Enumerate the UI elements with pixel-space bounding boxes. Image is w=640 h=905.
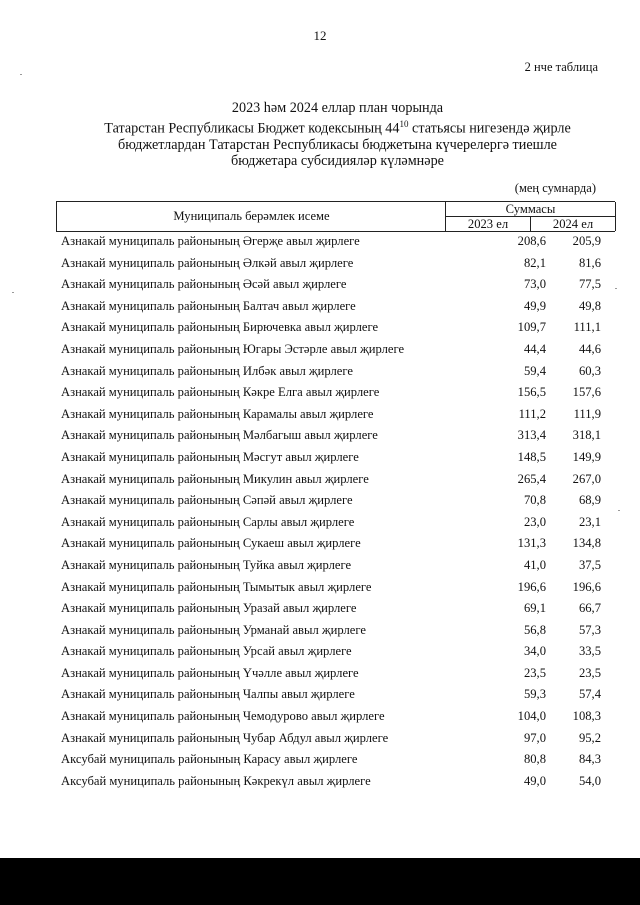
value-2024: 49,8: [578, 298, 601, 313]
value-2023: 109,7: [517, 320, 546, 335]
value-2023: 148,5: [517, 449, 546, 464]
value-2024: 23,1: [578, 514, 601, 529]
municipality-name: Азнакай муниципаль районының Балтач авыл җирлеге: [61, 298, 356, 313]
table-row: [56, 254, 615, 276]
table-row: [56, 707, 615, 729]
header-sums: Суммасы: [446, 202, 615, 217]
value-2023: 59,4: [523, 363, 546, 378]
table-label: 2 нче таблица: [524, 60, 598, 74]
value-2023: 208,6: [517, 234, 546, 248]
value-2024: 54,0: [578, 773, 601, 788]
value-2024: 57,3: [578, 622, 601, 637]
value-2023: 97,0: [523, 730, 546, 745]
table-row: [56, 642, 615, 664]
title-superscript: 10: [399, 119, 409, 130]
value-2023: 59,3: [523, 687, 546, 702]
table-row: [56, 383, 615, 405]
value-2023: 23,5: [523, 665, 546, 680]
value-2023: 82,1: [523, 255, 546, 270]
table-header: [56, 201, 615, 232]
value-2023: 49,0: [523, 773, 546, 788]
municipality-name: Азнакай муниципаль районының Үчәлле авыл җирлеге: [61, 665, 359, 680]
municipality-name: Азнакай муниципаль районының Кәкре Елга авыл җирлеге: [61, 385, 380, 400]
table-row: [56, 534, 615, 556]
municipality-name: Азнакай муниципаль районының Югары Эстәрле авыл җирлеге: [61, 341, 405, 356]
table-row: [56, 470, 615, 492]
municipality-name: Азнакай муниципаль районының Сукаеш авыл җирлеге: [61, 536, 361, 551]
value-2024: 23,5: [578, 665, 601, 680]
table-row: [56, 405, 615, 427]
title-line-3: бюджетлардан Татарстан Республикасы бюджетына күчерелергә тиешле: [118, 137, 557, 154]
municipality-name: Азнакай муниципаль районының Сәпәй авыл җирлеге: [61, 493, 353, 508]
table-row: [56, 448, 615, 470]
municipality-name: Азнакай муниципаль районының Урманай авыл җирлеге: [61, 622, 366, 637]
header-year-2023: 2023 ел: [467, 217, 509, 231]
value-2023: 41,0: [523, 557, 546, 572]
header-sums-group: [445, 202, 616, 231]
municipality-name: Азнакай муниципаль районының Әгерҗе авыл җирлеге: [61, 234, 360, 248]
value-2024: 57,4: [578, 687, 601, 702]
table-row: [56, 362, 615, 384]
value-2024: 111,9: [573, 406, 601, 421]
value-2024: 108,3: [572, 709, 601, 724]
header-municipality: Муниципаль берәмлек исеме: [56, 202, 446, 231]
scan-speck: [615, 288, 617, 289]
document-title: [60, 100, 615, 170]
title-line-4: бюджетара субсидияләр күләмнәре: [231, 153, 444, 170]
table-row: [56, 275, 615, 297]
value-2024: 111,1: [573, 320, 601, 335]
municipality-name: Азнакай муниципаль районының Туйка авыл җирлеге: [61, 557, 352, 572]
municipality-name: Азнакай муниципаль районының Чалпы авыл җирлеге: [61, 687, 355, 702]
table-row: [56, 578, 615, 600]
value-2024: 44,6: [578, 341, 601, 356]
municipality-name: Азнакай муниципаль районының Мәлбагыш авыл җирлеге: [61, 428, 378, 443]
units-note: (мең сумнарда): [514, 181, 596, 195]
municipality-name: Азнакай муниципаль районының Сарлы авыл җирлеге: [61, 514, 355, 529]
value-2023: 265,4: [517, 471, 546, 486]
title-line-2: [60, 116, 615, 137]
header-year-2024: 2024 ел: [530, 217, 615, 231]
value-2023: 70,8: [523, 493, 546, 508]
value-2024: 81,6: [578, 255, 601, 270]
table-row: [56, 729, 615, 751]
value-2023: 196,6: [517, 579, 546, 594]
municipality-name: Азнакай муниципаль районының Уразай авыл җирлеге: [61, 601, 357, 616]
value-2023: 69,1: [523, 601, 546, 616]
municipality-name: Азнакай муниципаль районының Тымытык авыл җирлеге: [61, 579, 372, 594]
title-line-2-tail: статьясы нигезендә җирле: [408, 120, 571, 137]
table-row: [56, 599, 615, 621]
table-row: [56, 318, 615, 340]
value-2024: 60,3: [578, 363, 601, 378]
table-row: [56, 426, 615, 448]
value-2024: 68,9: [578, 493, 601, 508]
value-2024: 205,9: [572, 234, 601, 248]
municipality-name: Аксубай муниципаль районының Кәкрекүл авыл җирлеге: [61, 773, 371, 788]
value-2023: 131,3: [517, 536, 546, 551]
value-2023: 111,2: [518, 406, 546, 421]
value-2024: 77,5: [578, 277, 601, 292]
scan-speck: [618, 510, 620, 511]
table-row: [56, 621, 615, 643]
table-row: [56, 772, 615, 794]
table-row: [56, 750, 615, 772]
municipality-name: Азнакай муниципаль районының Чемодурово авыл җирлеге: [61, 709, 385, 724]
scan-border: [0, 858, 640, 905]
value-2024: 66,7: [578, 601, 601, 616]
header-years: [446, 217, 615, 231]
value-2023: 56,8: [523, 622, 546, 637]
municipality-name: Азнакай муниципаль районының Әлкәй авыл җирлеге: [61, 255, 354, 270]
page-number: 12: [313, 28, 327, 43]
table-row: [56, 685, 615, 707]
table-row: [56, 556, 615, 578]
value-2024: 157,6: [572, 385, 601, 400]
municipality-name: Азнакай муниципаль районының Микулин авыл җирлеге: [61, 471, 369, 486]
value-2023: 80,8: [523, 752, 546, 767]
municipality-name: Азнакай муниципаль районының Урсай авыл җирлеге: [61, 644, 352, 659]
value-2023: 104,0: [517, 709, 546, 724]
value-2024: 134,8: [572, 536, 601, 551]
value-2024: 95,2: [578, 730, 601, 745]
title-line-2-text: Татарстан Республикасы Бюджет кодексының 44: [104, 120, 400, 137]
table-row: [56, 297, 615, 319]
table-body: [56, 232, 615, 793]
municipality-name: Азнакай муниципаль районының Чубар Абдул авыл җирлеге: [61, 730, 389, 745]
title-line-1: 2023 һәм 2024 еллар план чорында: [231, 100, 444, 116]
municipality-name: Азнакай муниципаль районының Әсәй авыл җирлеге: [61, 277, 347, 292]
value-2024: 84,3: [578, 752, 601, 767]
value-2024: 33,5: [578, 644, 601, 659]
value-2024: 196,6: [572, 579, 601, 594]
subsidy-table: [56, 201, 615, 793]
municipality-name: Азнакай муниципаль районының Бирючевка авыл җирлеге: [61, 320, 379, 335]
table-row: [56, 340, 615, 362]
scan-speck: [12, 292, 14, 293]
municipality-name: Аксубай муниципаль районының Карасу авыл җирлеге: [61, 752, 358, 767]
value-2024: 318,1: [572, 428, 601, 443]
municipality-name: Азнакай муниципаль районының Карамалы авыл җирлеге: [61, 406, 374, 421]
value-2023: 44,4: [523, 341, 546, 356]
municipality-name: Азнакай муниципаль районының Мәсгут авыл җирлеге: [61, 449, 359, 464]
table-row: [56, 513, 615, 535]
value-2023: 73,0: [523, 277, 546, 292]
scan-speck: [20, 74, 22, 75]
value-2024: 37,5: [578, 557, 601, 572]
table-row: [56, 232, 615, 254]
value-2024: 267,0: [572, 471, 601, 486]
value-2023: 156,5: [517, 385, 546, 400]
value-2023: 34,0: [523, 644, 546, 659]
table-row: [56, 664, 615, 686]
value-2024: 149,9: [572, 449, 601, 464]
value-2023: 313,4: [517, 428, 546, 443]
value-2023: 49,9: [523, 298, 546, 313]
municipality-name: Азнакай муниципаль районының Илбәк авыл җирлеге: [61, 363, 353, 378]
table-row: [56, 491, 615, 513]
value-2023: 23,0: [523, 514, 546, 529]
